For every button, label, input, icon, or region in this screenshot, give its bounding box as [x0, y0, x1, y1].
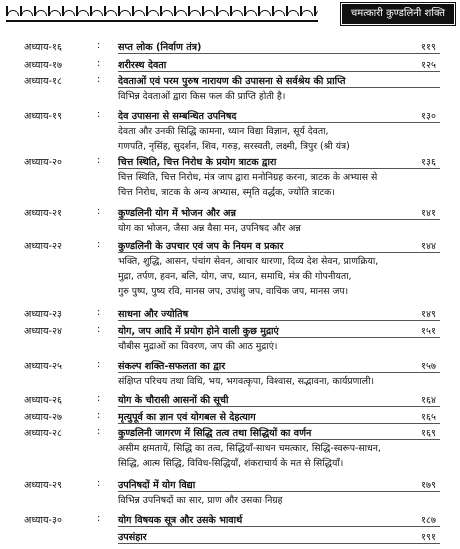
- chapter-description: मुद्रा, तर्पण, हवन, बलि, योग, जप, ध्यान, समाधि, मंत्र की गोपनीयता,: [118, 271, 352, 282]
- chapter-label: अध्याय-२९: [24, 480, 62, 491]
- colon-separator: :: [97, 513, 101, 524]
- chapter-description: संक्षिप्त परिचय तथा विधि, भय, भगवत्कृपा, विश्वास, सद्भावना, कार्यप्रणाली।: [118, 376, 375, 387]
- title-underline: [118, 219, 440, 220]
- chapter-page-number: १४१: [421, 208, 436, 219]
- chapter-title: कुण्डलिनी के उपचार एवं जप के नियम व प्रकार: [118, 241, 284, 252]
- chapter-page-number: १६५: [421, 412, 436, 423]
- chapter-description: चित्त निरोध, त्राटक के अन्य अभ्यास, स्मृति वर्द्धक, ज्योति त्राटक।: [118, 187, 335, 198]
- chapter-title: देवताओं एवं परम पुरुष नारायण की उपासना से सर्वश्रेय की प्राप्ति: [118, 76, 346, 87]
- chapter-page-number: १५७: [421, 361, 436, 372]
- ornament-border-icon: [6, 6, 318, 22]
- colon-separator: :: [97, 478, 101, 489]
- title-underline: [118, 168, 440, 169]
- chapter-description: गुरु पुष्प, पुष्य रवि, मानस जप, उपांशु जप, वाचिक जप, मानस जप।: [118, 286, 349, 297]
- title-underline: [118, 71, 440, 72]
- colon-separator: :: [97, 74, 101, 85]
- chapter-page-number: १३६: [421, 157, 436, 168]
- chapter-label: अध्याय-१९: [24, 111, 62, 122]
- chapter-label: अध्याय-२३: [24, 309, 62, 320]
- chapter-title: योग विषयक सूत्र और उसके भावार्थ: [118, 515, 243, 526]
- chapter-label: अध्याय-१८: [24, 76, 62, 87]
- title-underline: [118, 406, 440, 407]
- title-underline: [118, 320, 440, 321]
- title-underline: [118, 526, 440, 527]
- chapter-title: कुण्डलिनी जागरण में सिद्धि तत्व तथा सिद्धियों का वर्णन: [118, 428, 312, 439]
- title-underline: [118, 53, 440, 54]
- chapter-page-number: १७९: [421, 480, 436, 491]
- colon-separator: :: [97, 359, 101, 370]
- chapter-label: अध्याय-१६: [24, 42, 62, 53]
- chapter-label: अध्याय-१७: [24, 60, 62, 71]
- chapter-label: अध्याय-२२: [24, 241, 62, 252]
- chapter-description: योग का भोजन, जैसा अन्न वैसा मन, उपनिषद और अन्न: [118, 223, 301, 234]
- colon-separator: :: [97, 426, 101, 437]
- title-underline: [118, 423, 440, 424]
- chapter-description: विभिन्न देवताओं द्वारा किस फल की प्राप्ति होती है।: [118, 91, 286, 102]
- header-band: [0, 0, 460, 28]
- colon-separator: :: [97, 109, 101, 120]
- chapter-description: भक्ति, शुद्धि, आसन, पंचांग सेवन, आचार धारणा, दिव्य देश सेवन, प्राणक्रिया,: [118, 256, 379, 267]
- chapter-label: अध्याय-३०: [24, 515, 62, 526]
- colon-separator: :: [97, 58, 101, 69]
- chapter-label: अध्याय-२४: [24, 326, 62, 337]
- colon-separator: :: [97, 393, 101, 404]
- chapter-label: अध्याय-२६: [24, 395, 62, 406]
- colon-separator: :: [97, 324, 101, 335]
- colon-separator: :: [97, 307, 101, 318]
- chapter-title: चित्त स्थिति, चित्त निरोध के प्रयोग त्राटक द्वारा: [118, 157, 277, 168]
- header-title: चमत्कारी कुण्डलिनी शक्ति: [342, 4, 454, 24]
- chapter-page-number: १५१: [421, 326, 436, 337]
- chapter-title: उपनिषदों में योग विद्या: [118, 480, 196, 491]
- chapter-page-number: १४९: [421, 309, 436, 320]
- chapter-title: उपसंहार: [118, 532, 147, 543]
- chapter-title: मृत्युपूर्व का ज्ञान एवं योगबल से देहत्याग: [118, 412, 256, 423]
- chapter-description: विभिन्न उपनिषदों का सार, प्राण और उसका निग्रह: [118, 495, 283, 506]
- colon-separator: :: [97, 239, 101, 250]
- chapter-page-number: १६९: [421, 428, 436, 439]
- chapter-title: साधना और ज्योतिष: [118, 309, 189, 320]
- title-underline: [118, 543, 440, 544]
- colon-separator: :: [97, 40, 101, 51]
- chapter-label: अध्याय-२५: [24, 361, 62, 372]
- chapter-label: अध्याय-२७: [24, 412, 62, 423]
- chapter-description: चौबीस मुद्राओं का विवरण, जप की आठ मुद्राएं।: [118, 341, 278, 352]
- colon-separator: :: [97, 206, 101, 217]
- chapter-title: योग, जप आदि में प्रयोग होने वाली कुछ मुद्राएं: [118, 326, 279, 337]
- title-underline: [118, 122, 440, 123]
- chapter-label: अध्याय-२८: [24, 428, 62, 439]
- chapter-page-number: १८७: [421, 515, 436, 526]
- title-underline: [118, 337, 440, 338]
- title-underline: [118, 87, 440, 88]
- chapter-description: सिद्धि, आत्म सिद्धि, विविध-सिद्धियाँ, शंकराचार्य के मत से सिद्धियाँ।: [118, 458, 344, 469]
- chapter-description: गणपति, नृसिंह, सुदर्शन, शिव, गरुड़, सरस्वती, लक्ष्मी, त्रिपुर (श्री यंत्र): [118, 141, 350, 152]
- chapter-page-number: १९१: [421, 532, 436, 543]
- chapter-label: अध्याय-२१: [24, 208, 62, 219]
- chapter-title: देव उपासना से सम्बन्धित उपनिषद: [118, 111, 237, 122]
- chapter-title: सप्त लोक (निर्वाण तंत्र): [118, 42, 202, 53]
- chapter-page-number: ११९: [421, 42, 436, 53]
- chapter-title: कुण्डलिनी योग में भोजन और अन्न: [118, 208, 236, 219]
- chapter-description: असीम क्षमतायें, सिद्धि का तत्व, सिद्धियाँ-साधन चमत्कार, सिद्धि-स्वरूप-साधन,: [118, 443, 381, 454]
- title-underline: [118, 252, 440, 253]
- title-underline: [118, 491, 440, 492]
- chapter-label: अध्याय-२०: [24, 157, 62, 168]
- title-underline: [118, 439, 440, 440]
- chapter-description: चित्त स्थिति, चित्त निरोध, मंत्र जाप द्वारा मनोनिग्रह करना, त्राटक के अभ्यास से: [118, 172, 378, 183]
- chapter-title: संकल्प शक्ति-सफलता का द्वार: [118, 361, 226, 372]
- chapter-page-number: १३०: [421, 111, 436, 122]
- chapter-page-number: १६४: [421, 395, 436, 406]
- title-underline: [118, 372, 440, 373]
- chapter-page-number: १४४: [421, 241, 436, 252]
- chapter-page-number: १२५: [421, 60, 436, 71]
- colon-separator: :: [97, 155, 101, 166]
- chapter-title: योग के चौरासी आसनों की सूची: [118, 395, 229, 406]
- chapter-title: शरीरस्थ देवता: [118, 60, 167, 71]
- chapter-description: देवता और उनकी सिद्धि कामना, ध्यान विद्या विज्ञान, सूर्य देवता,: [118, 126, 329, 137]
- colon-separator: :: [97, 410, 101, 421]
